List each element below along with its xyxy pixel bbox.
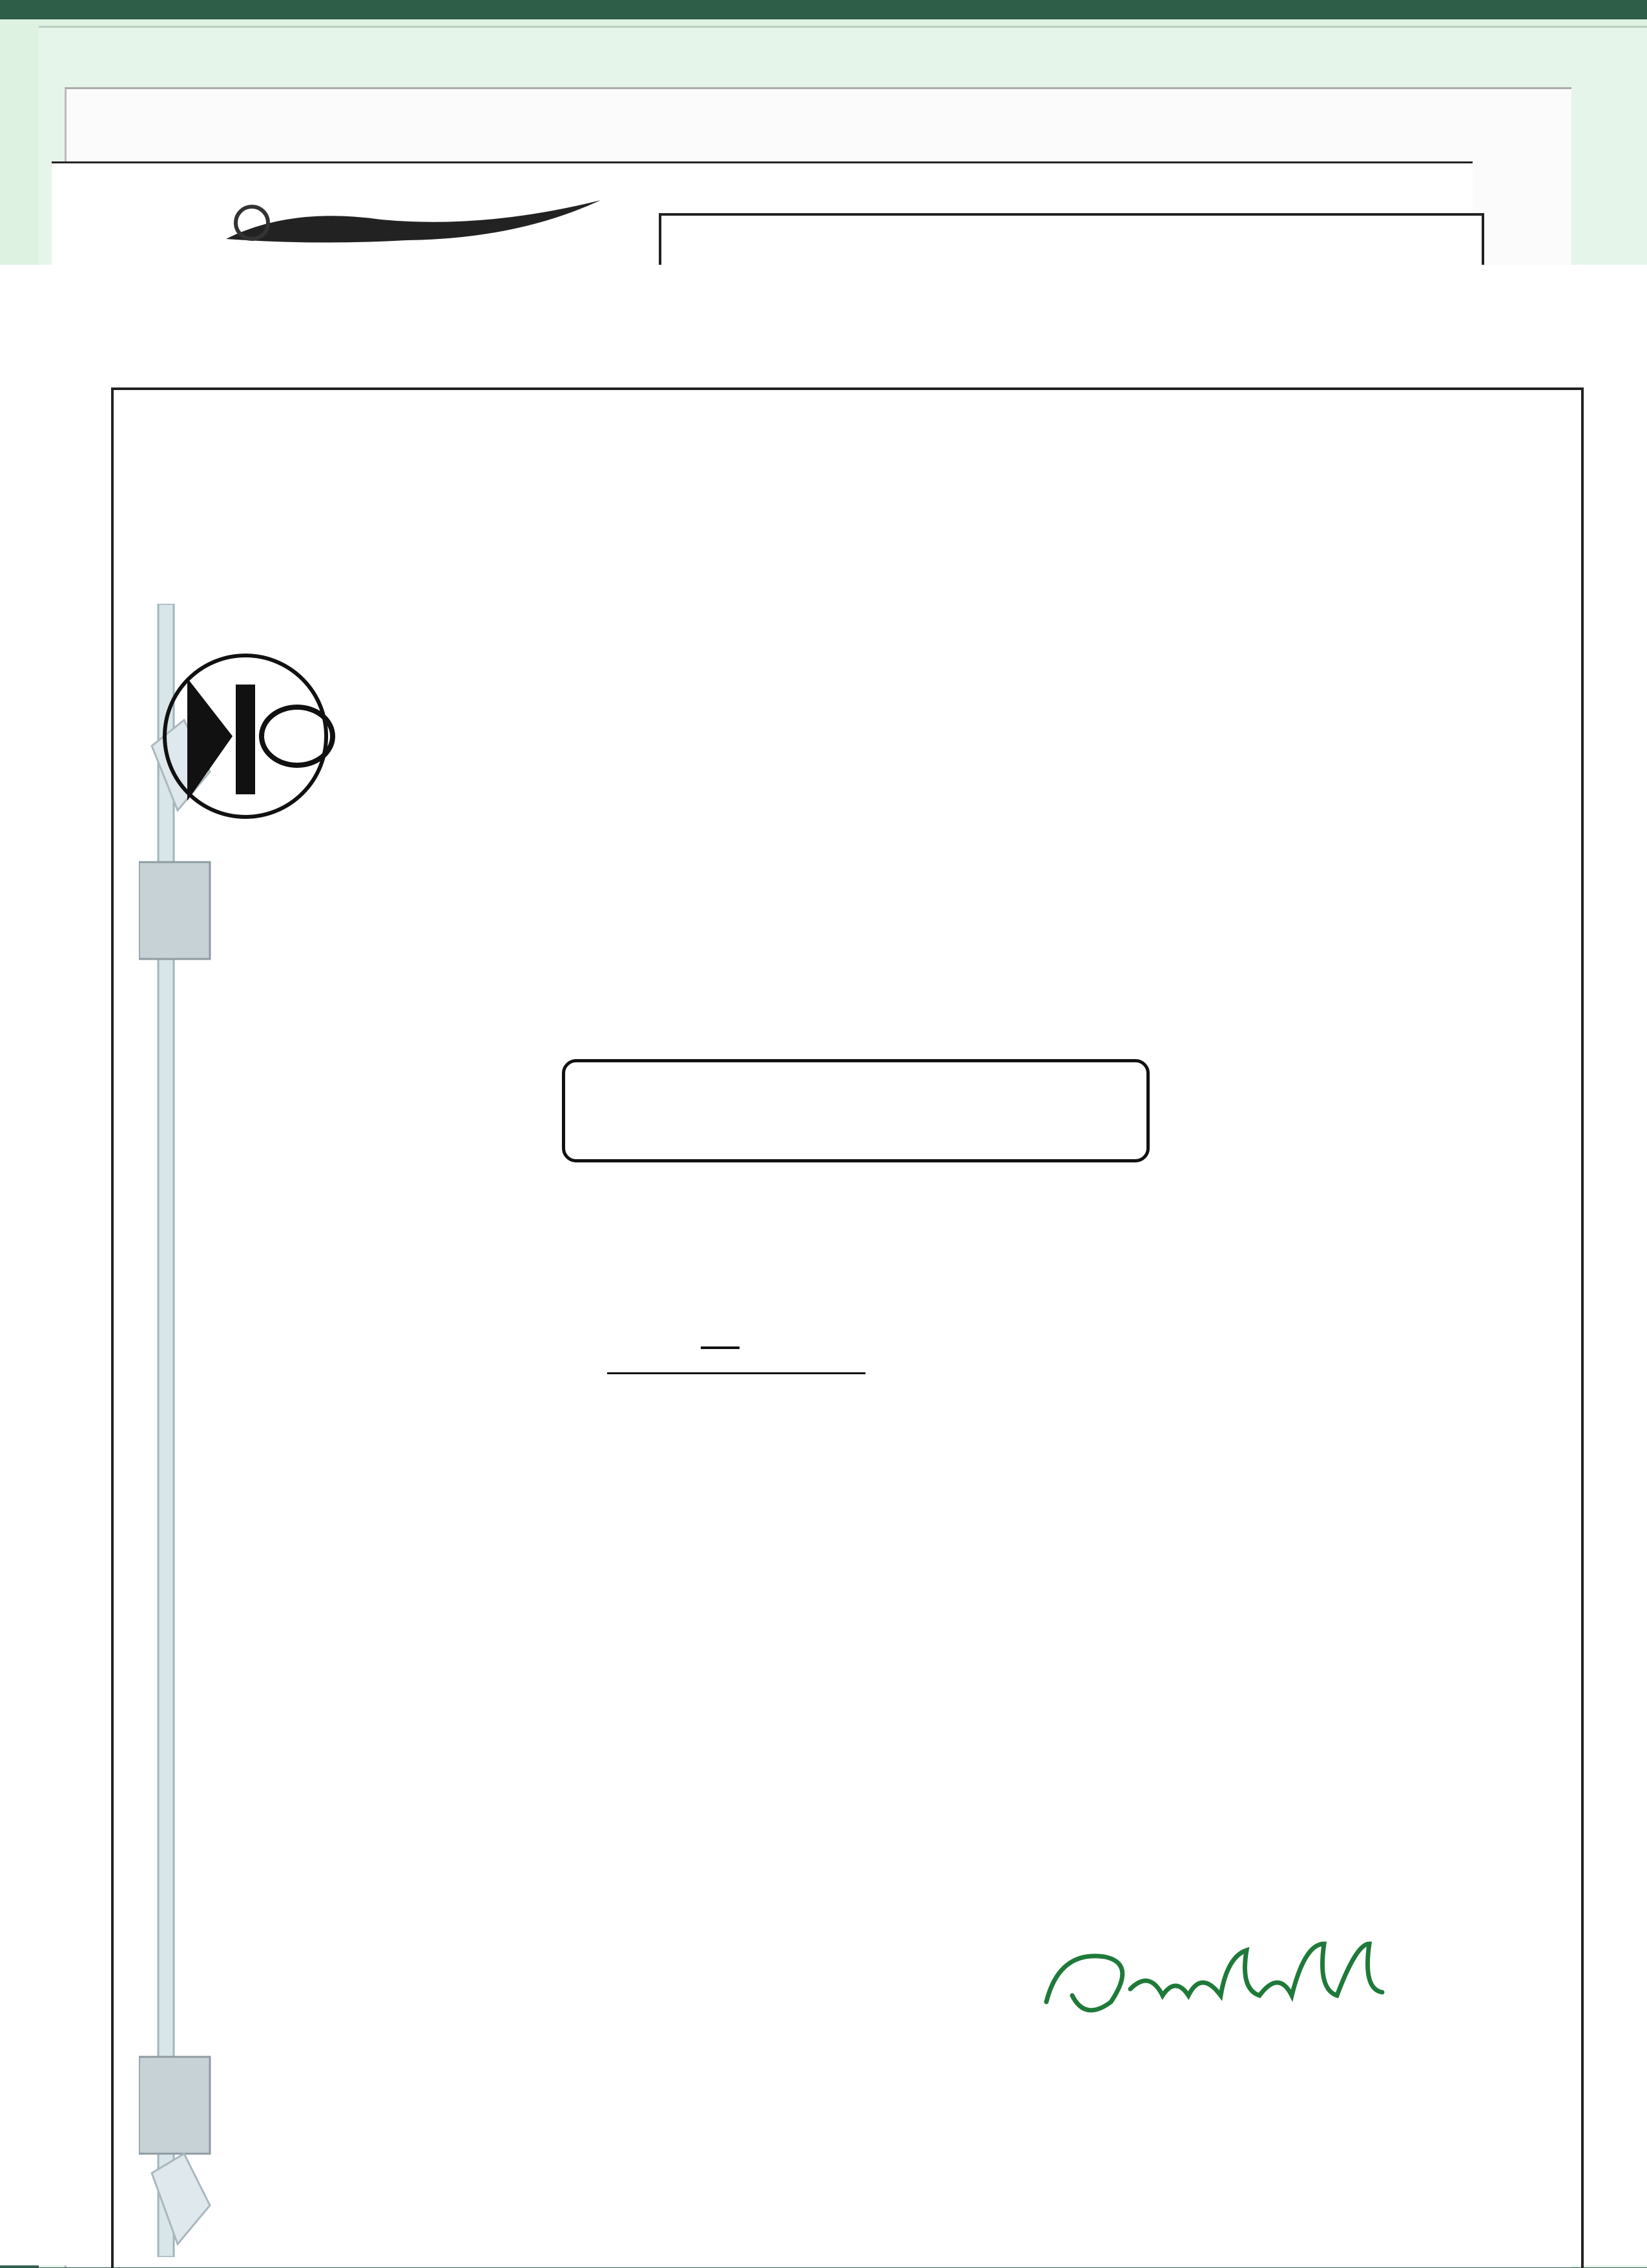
binder-clip-icon [139, 604, 216, 2257]
emblem-decoration-icon [213, 194, 614, 252]
cesc-logo-icon [149, 639, 362, 833]
heading-box [562, 1059, 1150, 1162]
memo-dash [701, 1346, 740, 1349]
memo-blank-line [607, 1372, 865, 1374]
memo-date [869, 1350, 914, 1376]
signature-mark [1033, 1931, 1395, 2028]
